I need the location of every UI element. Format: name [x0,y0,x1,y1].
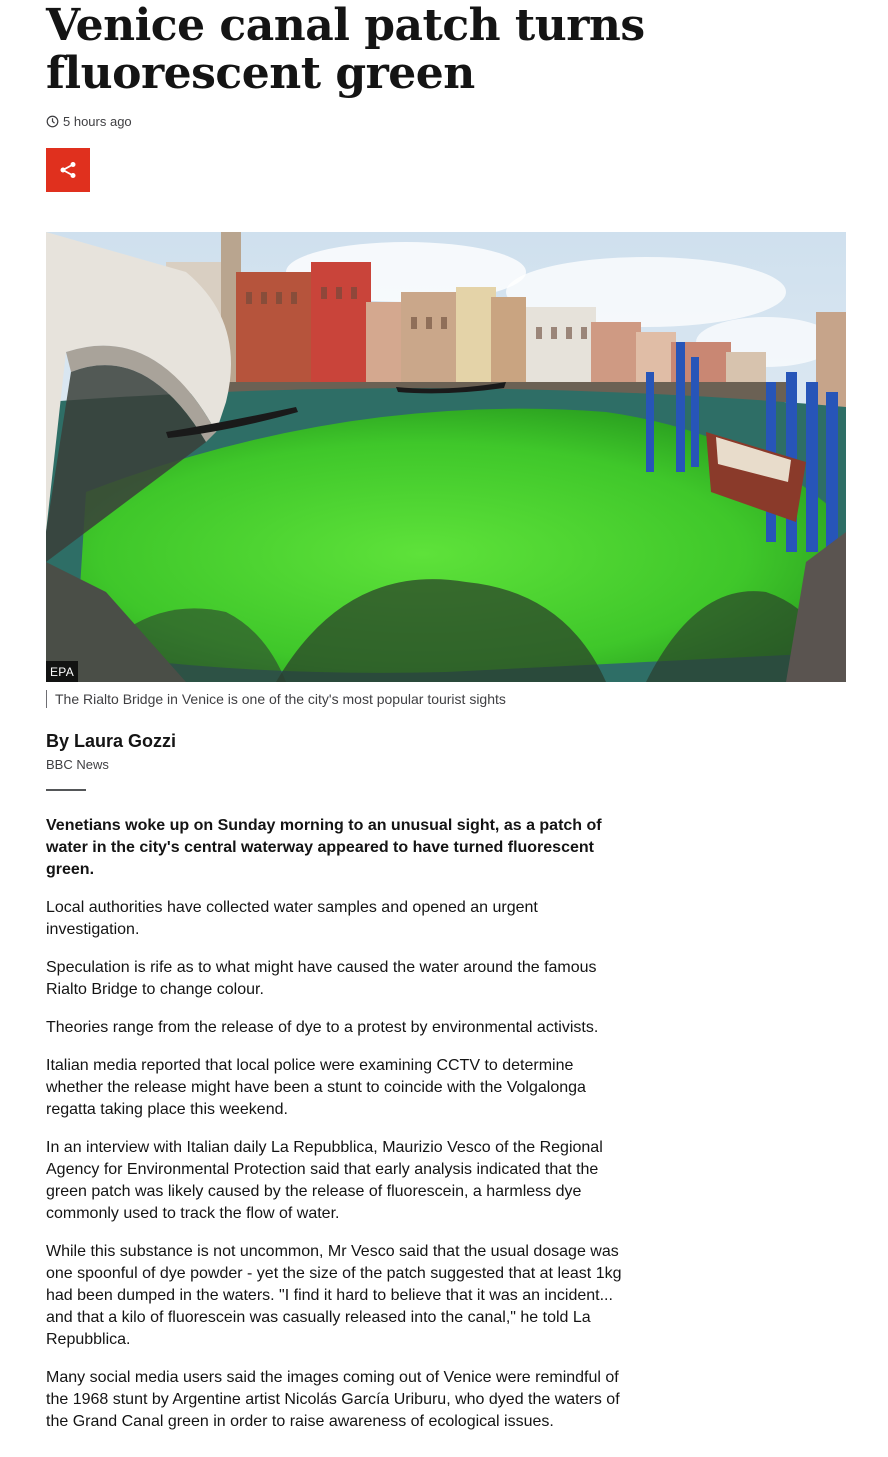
rialto-canal-photo [46,232,846,682]
paragraph: Italian media reported that local police were examining CCTV to determine whether the release might have been a stunt to coincide with the Volgalonga regatta taking place this weekend. [46,1057,586,1118]
author-org: BBC News [46,757,109,772]
clock-icon [46,115,59,128]
lead-paragraph: Venetians woke up on Sunday morning to an unusual sight, as a patch of water in the city's central waterway appeared to have turned fluorescent green. [46,817,602,878]
divider [46,789,86,791]
share-icon [59,161,77,179]
paragraph: While this substance is not uncommon, Mr Vesco said that the usual dosage was one spoonful of dye powder - yet the size of the patch suggested that at least 1kg had been dumped in the waters. "I find it hard to believe that it was an incident... and that a kilo of fluorescein was casually released into the canal," he told La Repubblica. [46,1243,622,1348]
article-body [46,815,634,1449]
timestamp [46,114,132,129]
paragraph: In an interview with Italian daily La Repubblica, Maurizio Vesco of the Regional Agency for Environmental Protection said that early analysis indicated that the green patch was likely caused by the release of fluorescein, a harmless dye commonly used to track the flow of water. [46,1139,603,1222]
page-title: Venice canal patch turns fluorescent green [46,0,645,99]
share-button[interactable] [46,148,90,192]
author-name[interactable]: By Laura Gozzi [46,731,177,751]
paragraph: Local authorities have collected water samples and opened an urgent investigation. [46,899,538,938]
paragraph: Theories range from the release of dye to a protest by environmental activists. [46,1019,599,1036]
paragraph: Many social media users said the images coming out of Venice were remindful of the 1968 stunt by Argentine artist Nicolás García Uriburu, who dyed the waters of the Grand Canal green in order to raise awareness of ecological issues. [46,1369,620,1430]
timestamp-text: 5 hours ago [63,114,132,129]
hero-image [46,232,846,682]
paragraph: Speculation is rife as to what might have caused the water around the famous Rialto Bridge to change colour. [46,959,597,998]
image-caption: The Rialto Bridge in Venice is one of the city's most popular tourist sights [46,690,506,708]
image-credit: EPA [46,661,78,682]
